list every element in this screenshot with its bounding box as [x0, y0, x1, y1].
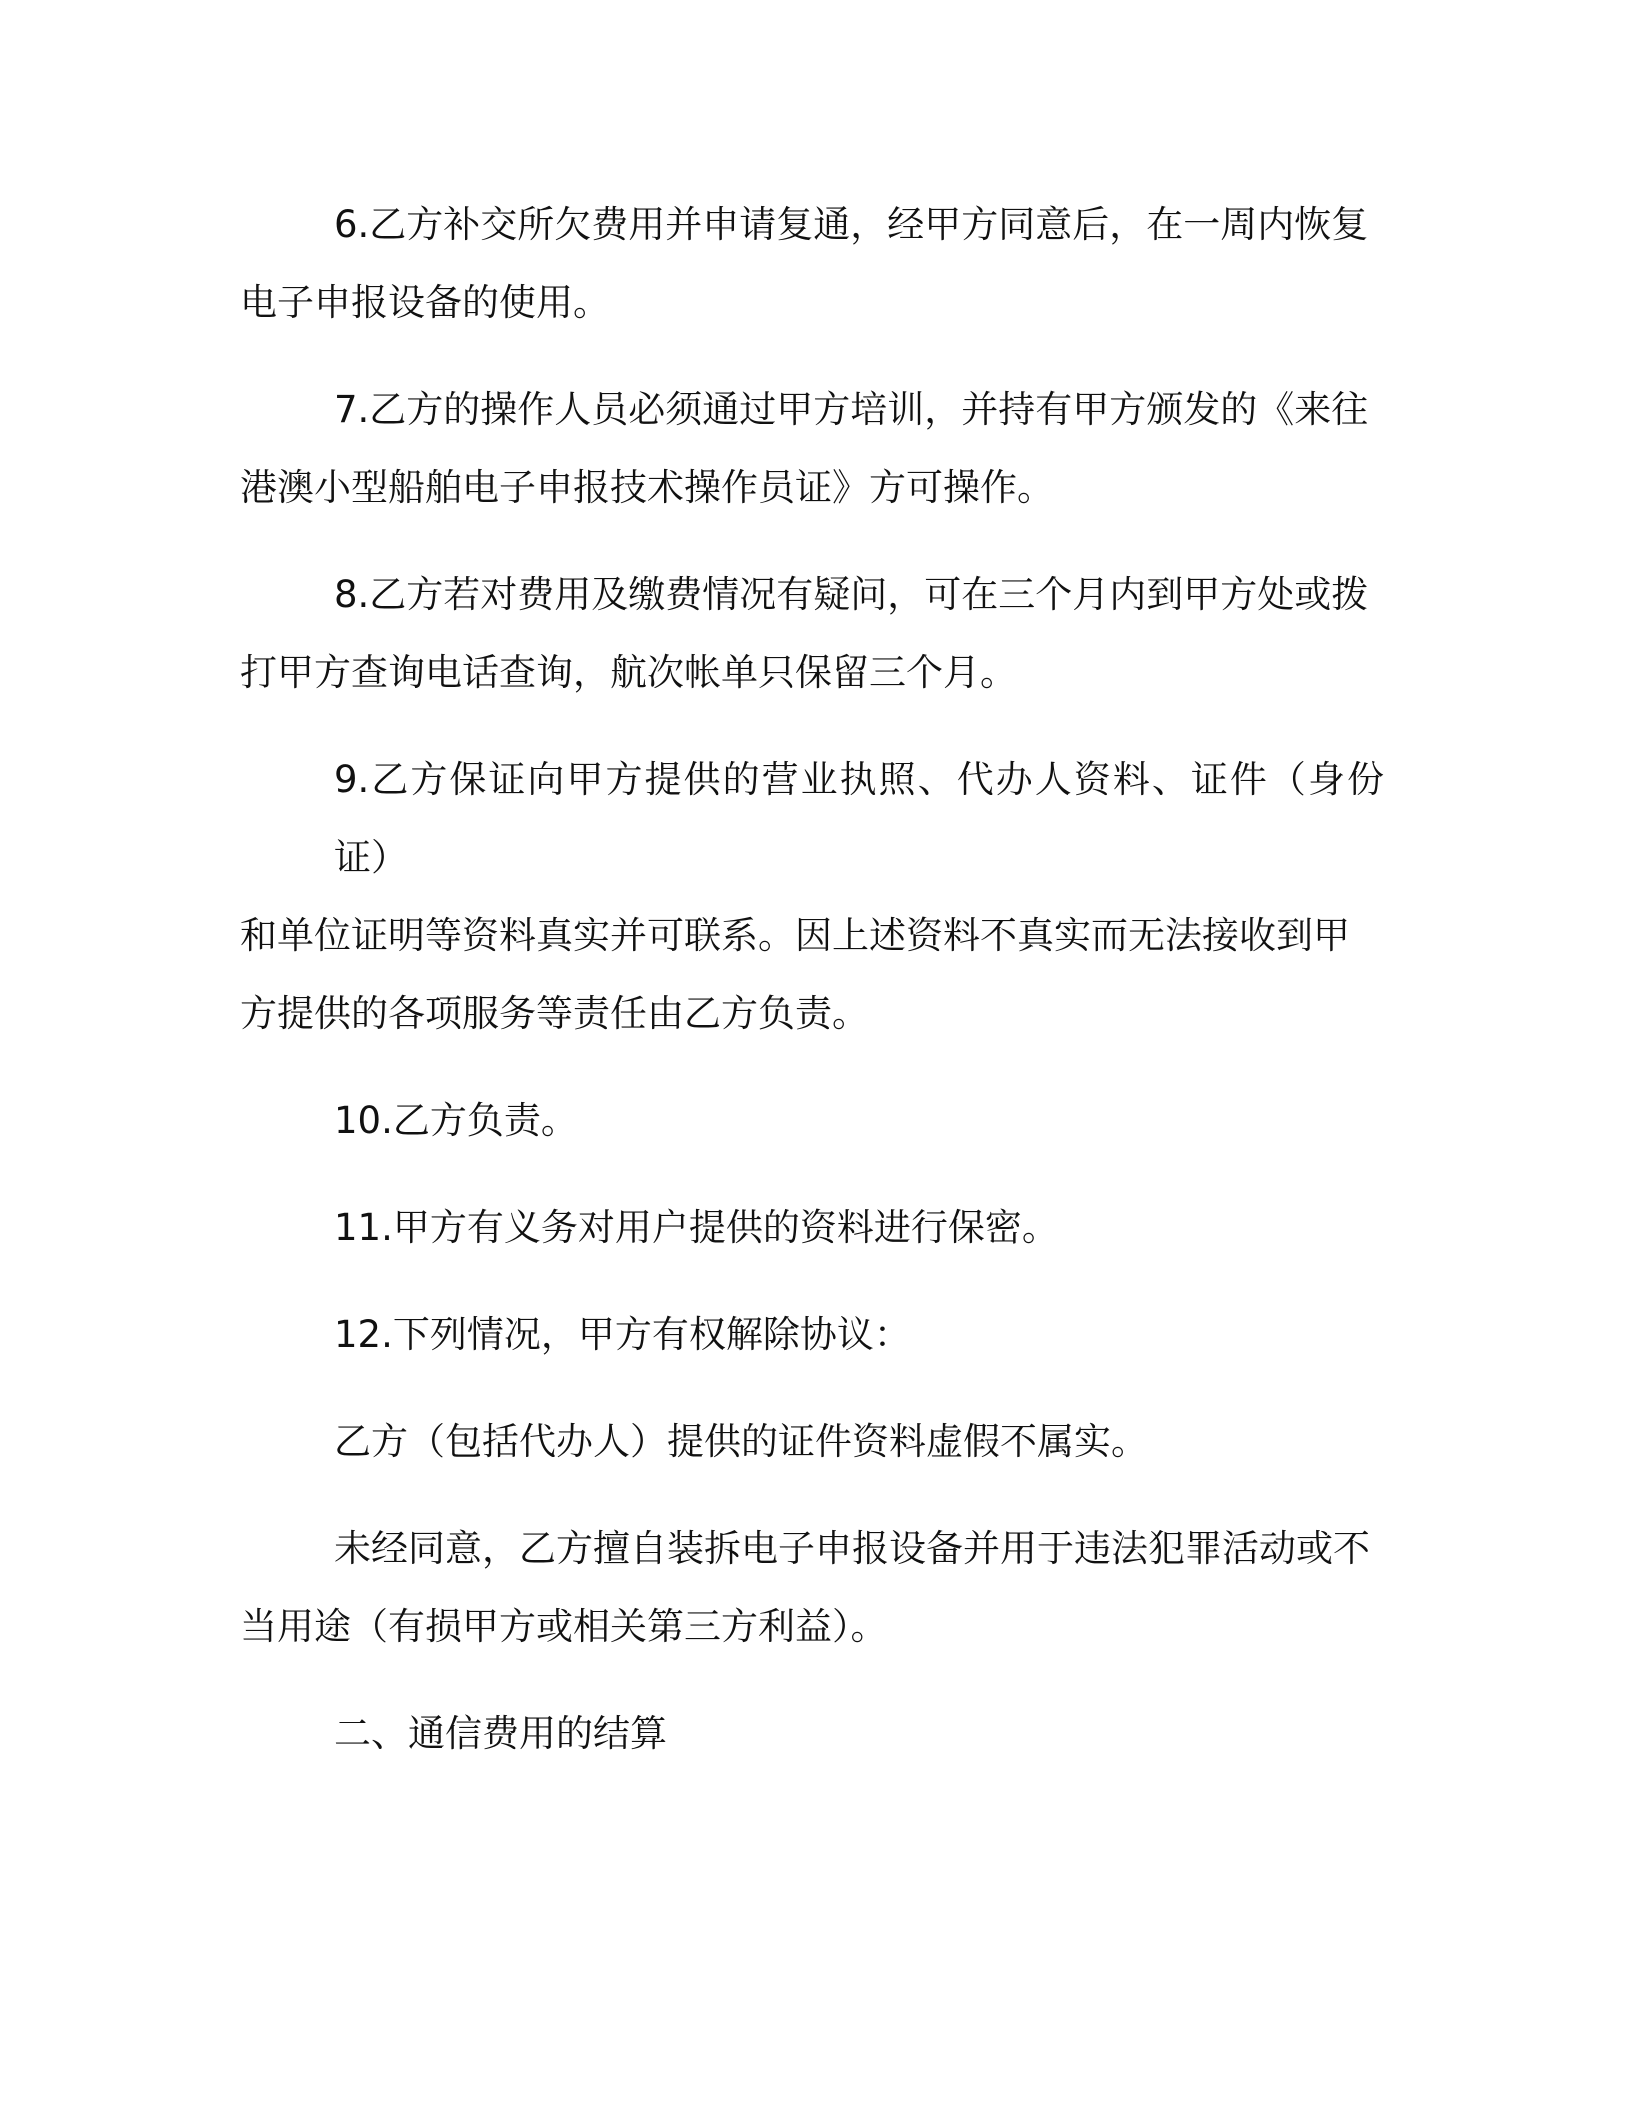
text-line: 10.乙方负责。	[334, 1099, 578, 1142]
text-line: 未经同意，乙方擅自装拆电子申报设备并用于违法犯罪活动或不	[334, 1527, 1370, 1570]
text-line: 港澳小型船舶电子申报技术操作员证》方可操作。	[240, 466, 1054, 509]
text-line: 电子申报设备的使用。	[240, 281, 610, 324]
clause-8	[240, 556, 1384, 712]
text-line: 和单位证明等资料真实并可联系。因上述资料不真实而无法接收到甲	[240, 914, 1350, 957]
clause-10	[240, 1082, 1384, 1160]
section-title: 二、通信费用的结算	[334, 1712, 667, 1755]
clause-7	[240, 371, 1384, 527]
text-line: 7.乙方的操作人员必须通过甲方培训，并持有甲方颁发的《来往	[334, 388, 1369, 431]
text-line: 6.乙方补交所欠费用并申请复通，经甲方同意后，在一周内恢复	[334, 203, 1369, 246]
text-line: 方提供的各项服务等责任由乙方负责。	[240, 992, 869, 1035]
document-body	[240, 186, 1384, 1802]
clause-12	[240, 1296, 1384, 1374]
text-line: 9.乙方保证向甲方提供的营业执照、代办人资料、证件（身份证）	[334, 758, 1384, 879]
text-line: 打甲方查询电话查询，航次帐单只保留三个月。	[240, 651, 1017, 694]
clause-11	[240, 1189, 1384, 1267]
clause-6	[240, 186, 1384, 342]
clause-12-item-1	[240, 1403, 1384, 1481]
text-line: 12.下列情况，甲方有权解除协议：	[334, 1313, 911, 1356]
text-line: 8.乙方若对费用及缴费情况有疑问，可在三个月内到甲方处或拨	[334, 573, 1369, 616]
text-line: 乙方（包括代办人）提供的证件资料虚假不属实。	[334, 1420, 1148, 1463]
text-line: 当用途（有损甲方或相关第三方利益）。	[240, 1605, 888, 1648]
text-line: 11.甲方有义务对用户提供的资料进行保密。	[334, 1206, 1059, 1249]
section-heading	[240, 1695, 1384, 1773]
clause-12-item-2	[240, 1510, 1384, 1666]
clause-9	[240, 741, 1384, 1053]
